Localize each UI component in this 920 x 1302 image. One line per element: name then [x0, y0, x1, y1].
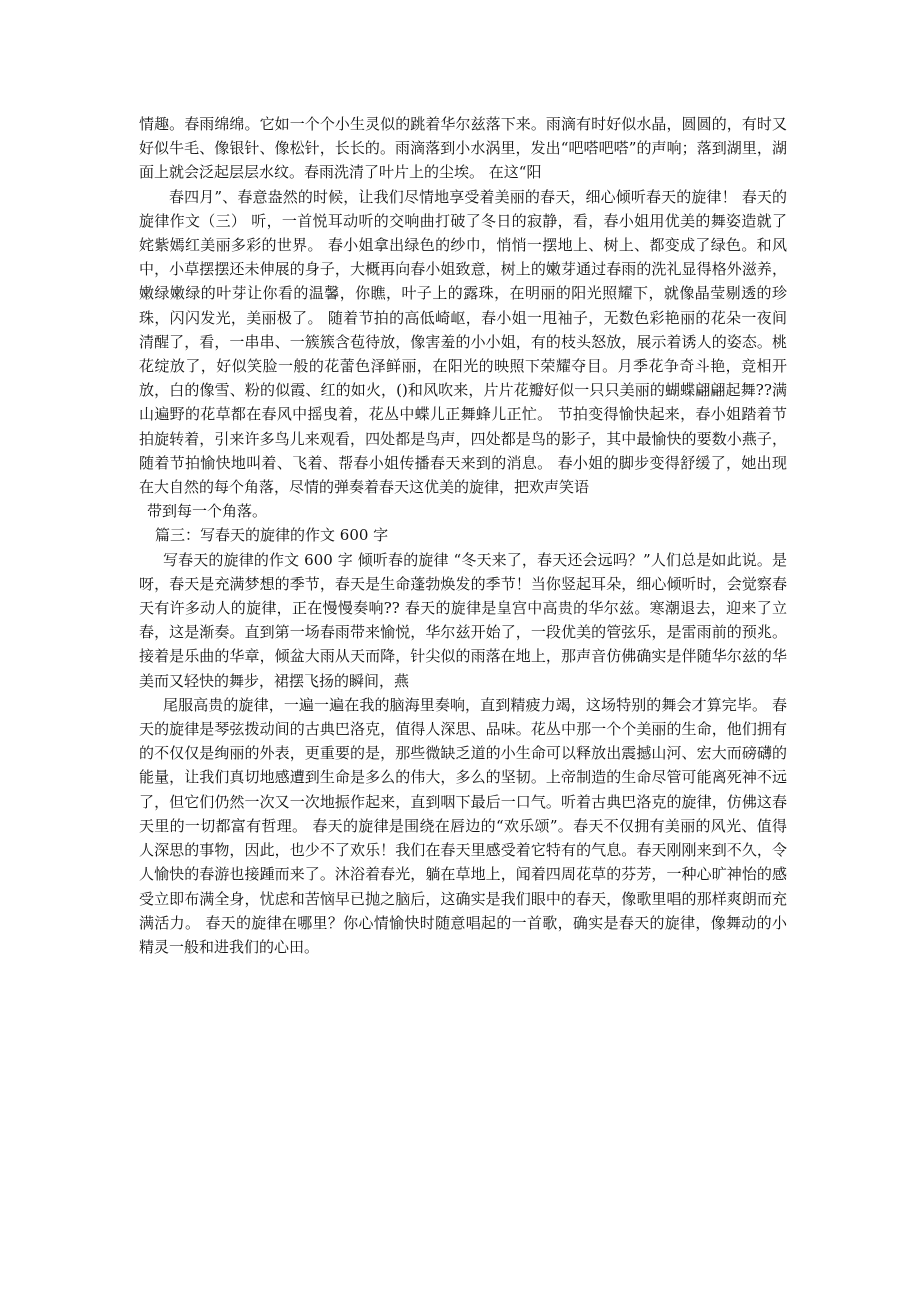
paragraph-5: 尾服高贵的旋律，一遍一遍在我的脑海里奏响，直到精疲力竭，这场特别的舞会才算完毕。 春天的旋律是琴弦拨动间的古典巴洛克，值得人深思、品味。花丛中那一个个美丽的生命，他们拥有的不仅仅是绚丽的外表，更重要的是，那些微缺乏道的小生命可以释放出震撼山河、宏大而磅礴的能量，让我们真切地感遭到生命是多么的伟大，多么的坚韧。上帝制造的生命尽管可能离死神不远了，但它们仍然一次又一次地振作起来，直到咽下最后一口气。听着古典巴洛克的旋律，仿佛这春天里的一切都富有哲理。 春天的旋律是围绕在唇边的“欢乐颂”。春天不仅拥有美丽的风光、值得人深思的事物，因此，也少不了欢乐！我们在春天里感受着它特有的气息。春天刚刚来到不久，令人愉快的春游也接踵而来了。沐浴着春光，躺在草地上，闻着四周花草的芬芳，一种心旷神怡的感受立即布满全身，忧虑和苦恼早已抛之脑后，这确实是我们眼中的春天，像歌里唱的那样爽朗而充满活力。 春天的旋律在哪里？你心情愉快时随意唱起的一首歌，确实是春天的旋律，像舞动的小精灵一般和进我们的心田。 — [139, 695, 787, 956]
paragraph-1: 情趣。春雨绵绵。它如一个个小生灵似的跳着华尔兹落下来。雨滴有时好似水晶，圆圆的，有时又好似牛毛、像银针、像松针，长长的。雨滴落到小水涡里，发出“吧嗒吧嗒”的声响；落到湖里，湖面上就会泛起层层水纹。春雨洗清了叶片上的尘埃。 在这“阳 — [139, 115, 787, 182]
paragraph-3: 带到每一个角落。 — [147, 502, 268, 521]
paragraph-4: 写春天的旋律的作文 600 字 倾听春的旋律 “冬天来了，春天还会远吗？”人们总是如此说。是呀，春天是充满梦想的季节，春天是生命蓬勃焕发的季节！当你竖起耳朵，细心倾听时，会觉察春天有许多动人的旋律，正在慢慢奏响?? 春天的旋律是皇宫中高贵的华尔兹。寒潮退去，迎来了立春，这是渐奏。直到第一场春雨带来愉悦，华尔兹开始了，一段优美的管弦乐，是雷雨前的预兆。接着是乐曲的华章，倾盆大雨从天而降，针尖似的雨落在地上，那声音仿佛确实是伴随华尔兹的华美而又轻快的舞步，裙摆飞扬的瞬间，燕 — [139, 550, 787, 690]
document-body — [139, 112, 787, 959]
paragraph-2: 春四月”、春意盎然的时候，让我们尽情地享受着美丽的春天，细心倾听春天的旋律！ 春天的旋律作文（三） 听，一首悦耳动听的交响曲打破了冬日的寂静，看，春小姐用优美的舞姿造就了姹紫嫣红美丽多彩的世界。 春小姐拿出绿色的纱巾，悄悄一摆地上、树上、都变成了绿色。和风中，小草摆摆还未伸展的身子，大概再向春小姐致意，树上的嫩芽通过春雨的洗礼显得格外滋养，嫩绿嫩绿的叶芽让你看的温馨，你瞧，叶子上的露珠，在明丽的阳光照耀下，就像晶莹剔透的珍珠，闪闪发光，美丽极了。 随着节拍的高低崎岖，春小姐一甩袖子，无数色彩艳丽的花朵一夜间清醒了，看，一串串、一簇簇含苞待放，像害羞的小小姐，有的枝头怒放，展示着诱人的姿态。桃花绽放了，好似笑脸一般的花蕾色泽鲜丽，在阳光的映照下荣耀夺目。月季花争奇斗艳，竞相开放，白的像雪、粉的似霞、红的如火，()和风吹来，片片花瓣好似一只只美丽的蝴蝶翩翩起舞??满山遍野的花草都在春风中摇曳着，花丛中蝶儿正舞蜂儿正忙。 节拍变得愉快起来，春小姐踏着节拍旋转着，引来许多鸟儿来观看，四处都是鸟声，四处都是鸟的影子，其中最愉快的要数小燕子，随着节拍愉快地叫着、飞着、帮春小姐传播春天来到的消息。 春小姐的脚步变得舒缓了，她出现在大自然的每个角落，尽情的弹奏着春天这优美的旋律，把欢声笑语 — [139, 187, 787, 497]
section-heading: 篇三：写春天的旋律的作文 600 字 — [155, 526, 389, 545]
